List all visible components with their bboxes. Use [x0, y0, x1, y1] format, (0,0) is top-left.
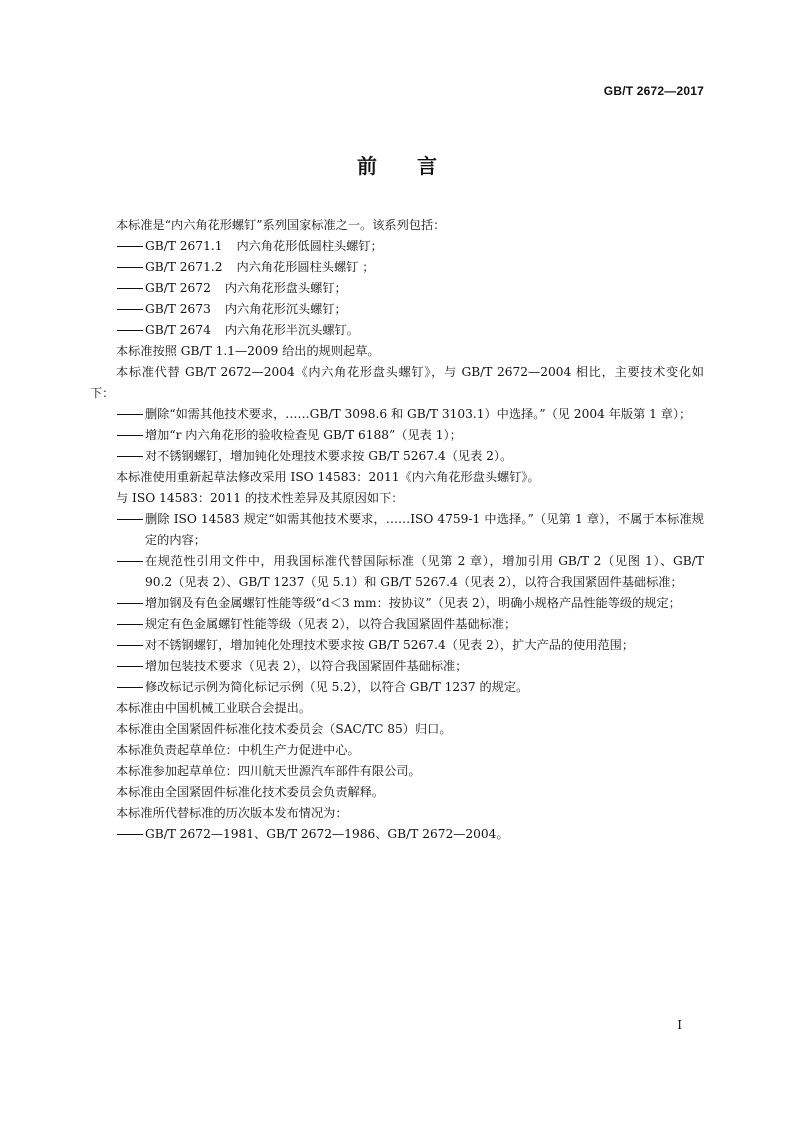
page-number: I	[677, 1018, 682, 1032]
list-item: 增加包装技术要求（见表 2），以符合我国紧固件基础标准；	[145, 659, 468, 673]
paragraph-history: 本标准所代替标准的历次版本发布情况为：	[116, 806, 348, 820]
paragraph-drafting-unit: 本标准负责起草单位：中机生产力促进中心。	[116, 743, 360, 757]
paragraph-proposer: 本标准由中国机械工业联合会提出。	[116, 701, 311, 715]
list-item: GB/T 2672 内六角花形盘头螺钉；	[145, 281, 347, 295]
paragraph-drafting-rules: 本标准按照 GB/T 1.1—2009 给出的规则起草。	[116, 344, 380, 358]
paragraph-interpretation: 本标准由全国紧固件标准化技术委员会负责解释。	[116, 785, 385, 799]
page-title: 前言	[357, 154, 477, 178]
standard-number-header: GB/T 2672—2017	[603, 84, 704, 98]
list-item: 修改标记示例为简化标记示例（见 5.2），以符合 GB/T 1237 的规定。	[145, 680, 529, 694]
list-item: 规定有色金属螺钉性能等级（见表 2），以符合我国紧固件基础标准；	[145, 617, 517, 631]
list-item: 对不锈钢螺钉，增加钝化处理技术要求按 GB/T 5267.4（见表 2），扩大产品的使用范围；	[145, 638, 635, 652]
list-item: GB/T 2673 内六角花形沉头螺钉；	[145, 302, 347, 316]
list-item: 增加钢及有色金属螺钉性能等级“d＜3 mm：按协议”（见表 2），明确小规格产品性能等级的规定；	[145, 596, 681, 610]
list-item: 删除“如需其他技术要求，……GB/T 3098.6 和 GB/T 3103.1）中选择。”（见 2004 年版第 1 章）；	[145, 407, 692, 421]
list-item: 增加“r 内六角花形的验收检查见 GB/T 6188”（见表 1）；	[145, 428, 462, 442]
list-item: GB/T 2671.1 内六角花形低圆柱头螺钉；	[145, 239, 383, 253]
list-item: 删除 ISO 14583 规定“如需其他技术要求，……ISO 4759-1 中选择。”（见第 1 章），不属于本标准规定的内容；	[145, 512, 704, 547]
list-item: GB/T 2671.2 内六角花形圆柱头螺钉 ；	[145, 260, 375, 274]
paragraph-differences: 与 ISO 14583：2011 的技术性差异及其原因如下：	[116, 491, 404, 505]
list-item: GB/T 2674 内六角花形半沉头螺钉。	[145, 323, 359, 337]
list-item: GB/T 2672—1981、GB/T 2672—1986、GB/T 2672—2004。	[145, 827, 509, 841]
paragraph-intro: 本标准是“内六角花形螺钉”系列国家标准之一。该系列包括：	[116, 218, 446, 232]
paragraph-participating-unit: 本标准参加起草单位：四川航天世源汽车部件有限公司。	[116, 764, 421, 778]
paragraph-committee: 本标准由全国紧固件标准化技术委员会（SAC/TC 85）归口。	[116, 722, 452, 736]
document-body	[90, 215, 704, 845]
paragraph-iso-adoption: 本标准使用重新起草法修改采用 ISO 14583：2011《内六角花形盘头螺钉》。	[116, 470, 540, 484]
paragraph-replaces: 本标准代替 GB/T 2672—2004《内六角花形盘头螺钉》，与 GB/T 2672—2004 相比，主要技术变化如下：	[90, 365, 704, 400]
list-item: 对不锈钢螺钉，增加钝化处理技术要求按 GB/T 5267.4（见表 2）。	[145, 449, 513, 463]
list-item: 在规范性引用文件中，用我国标准代替国际标准（见第 2 章），增加引用 GB/T 2（见图 1）、GB/T 90.2（见表 2）、GB/T 1237（见 5.1）和 GB/T 5267.4（见表 2），以符合我国紧固件基础标准；	[145, 554, 704, 589]
